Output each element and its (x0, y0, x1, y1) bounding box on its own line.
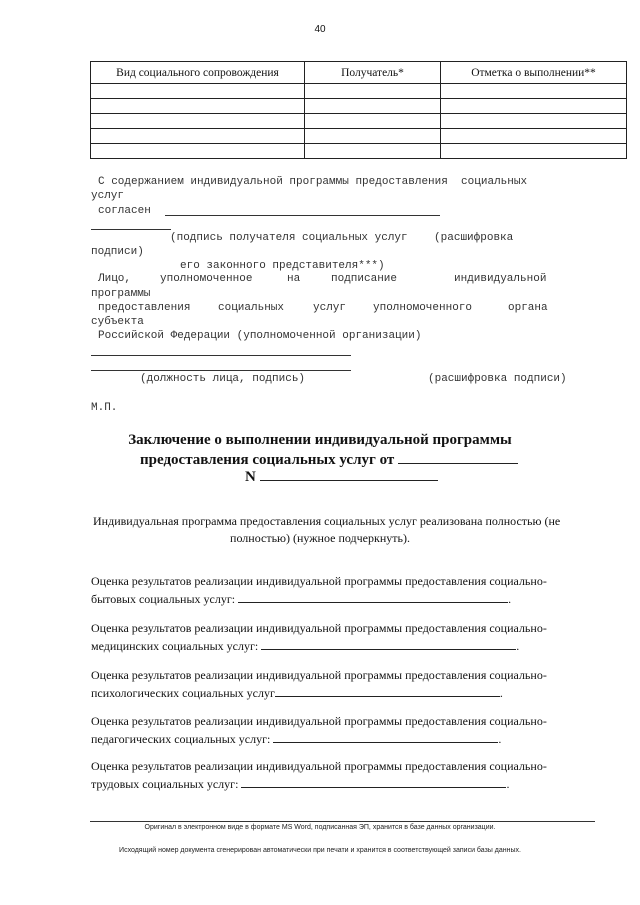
assessment-line2: педагогических социальных услуг: . (91, 732, 502, 746)
agreement-line: С содержанием индивидуальной программы предоставления социальных (98, 176, 528, 188)
assessment-line2: психологических социальных услуг . (91, 686, 503, 700)
assessment-line2: бытовых социальных услуг: . (91, 592, 512, 606)
position-blank[interactable] (91, 355, 351, 356)
table-cell[interactable] (305, 99, 441, 114)
assessment-line2: трудовых социальных услуг: . (91, 777, 510, 791)
agreement-line: подписи) (91, 246, 144, 258)
signature-blank[interactable] (91, 229, 171, 230)
conclusion-date-blank[interactable] (398, 451, 518, 464)
footer-divider (90, 821, 595, 822)
table-cell[interactable] (91, 84, 305, 99)
table-header-row (91, 62, 627, 84)
authorized-person-word: подписание (331, 273, 398, 285)
assessment-blank[interactable] (261, 637, 516, 650)
assessment-line2: медицинских социальных услуг: . (91, 639, 520, 653)
assessment-blank[interactable] (238, 590, 508, 603)
assessment-line1: Оценка результатов реализации индивидуальной программы предоставления социально- (91, 759, 547, 773)
signature-decoding-caption: (расшифровка подписи) (428, 373, 567, 385)
agreement-line: его законного представителя***) (180, 260, 385, 272)
conclusion-title-line3 (245, 467, 438, 487)
table-cell[interactable] (441, 99, 627, 114)
table-cell[interactable] (441, 84, 627, 99)
table-cell[interactable] (91, 144, 305, 159)
table-row (91, 129, 627, 144)
agreement-line: согласен (98, 205, 151, 217)
assessment-line1: Оценка результатов реализации индивидуальной программы предоставления социально- (91, 714, 547, 728)
table-row (91, 144, 627, 159)
assessment-label: психологических социальных услуг (91, 686, 275, 700)
assessment-household (91, 573, 547, 608)
column-header-recipient: Получатель* (305, 62, 441, 84)
table-cell[interactable] (441, 144, 627, 159)
assessment-label: педагогических социальных услуг: (91, 732, 271, 746)
table-cell[interactable] (91, 99, 305, 114)
table-cell[interactable] (305, 84, 441, 99)
assessment-line1: Оценка результатов реализации индивидуальной программы предоставления социально- (91, 668, 547, 682)
authorized-person-word: уполномоченное (160, 273, 253, 285)
authorized-person-word: Лицо, (98, 273, 132, 285)
table-row (91, 84, 627, 99)
authorized-person-word: индивидуальной (454, 273, 547, 285)
agreement-line: услуг (91, 190, 125, 202)
assessment-line1: Оценка результатов реализации индивидуальной программы предоставления социально- (91, 621, 547, 635)
agreement-line: Российской Федерации (уполномоченной организации) (98, 330, 422, 342)
assessment-psychological (91, 667, 547, 702)
page-number: 40 (314, 24, 326, 35)
assessment-blank[interactable] (273, 730, 498, 743)
status-line1: Индивидуальная программа предоставления социальных услуг реализована полностью (не (93, 514, 561, 528)
table-cell[interactable] (305, 129, 441, 144)
table-cell[interactable] (91, 129, 305, 144)
assessment-blank[interactable] (241, 775, 506, 788)
table-cell[interactable] (305, 144, 441, 159)
recipient-signature-blank[interactable] (165, 215, 440, 216)
social-support-table (90, 61, 627, 159)
conclusion-title-line1: Заключение о выполнении индивидуальной программы (128, 432, 512, 448)
conclusion-number-label: N (245, 469, 256, 485)
assessment-line1: Оценка результатов реализации индивидуальной программы предоставления социально- (91, 574, 547, 588)
assessment-pedagogical (91, 713, 547, 748)
table-cell[interactable] (305, 114, 441, 129)
table-row (91, 99, 627, 114)
authorized-person-word: услуг (313, 302, 347, 314)
authorized-person-word: на (287, 273, 301, 285)
status-line2: полностью) (нужное подчеркнуть). (230, 531, 410, 545)
footer-line2: Исходящий номер документа сгенерирован автоматически при печати и хранится в соответствующей записи базы данных. (119, 847, 521, 854)
assessment-blank[interactable] (275, 684, 500, 697)
conclusion-title-text: предоставления социальных услуг от (140, 452, 395, 468)
authorized-person-word: социальных (218, 302, 285, 314)
position-signature-caption: (должность лица, подпись) (140, 373, 306, 385)
footer-line1: Оригинал в электронном виде в формате MS Word, подписанная ЭП, хранится в базе данных организации. (144, 824, 496, 831)
table-cell[interactable] (441, 129, 627, 144)
assessment-labor (91, 758, 547, 793)
table-row (91, 114, 627, 129)
column-header-completion-mark: Отметка о выполнении** (441, 62, 627, 84)
agreement-line: (подпись получателя социальных услуг (расшифровка (170, 232, 514, 244)
signature-blank[interactable] (91, 370, 351, 371)
authorized-person-word: органа (508, 302, 548, 314)
conclusion-number-blank[interactable] (260, 468, 438, 481)
agreement-line: программы (91, 288, 151, 300)
assessment-label: медицинских социальных услуг: (91, 639, 259, 653)
agreement-line: субъекта (91, 316, 144, 328)
authorized-person-word: уполномоченного (373, 302, 473, 314)
assessment-label: бытовых социальных услуг: (91, 592, 236, 606)
column-header-support-type: Вид социального сопровождения (91, 62, 305, 84)
authorized-person-word: предоставления (98, 302, 191, 314)
table-cell[interactable] (91, 114, 305, 129)
assessment-medical (91, 620, 547, 655)
assessment-label: трудовых социальных услуг: (91, 777, 239, 791)
stamp-placeholder: М.П. (91, 402, 118, 414)
table-cell[interactable] (441, 114, 627, 129)
